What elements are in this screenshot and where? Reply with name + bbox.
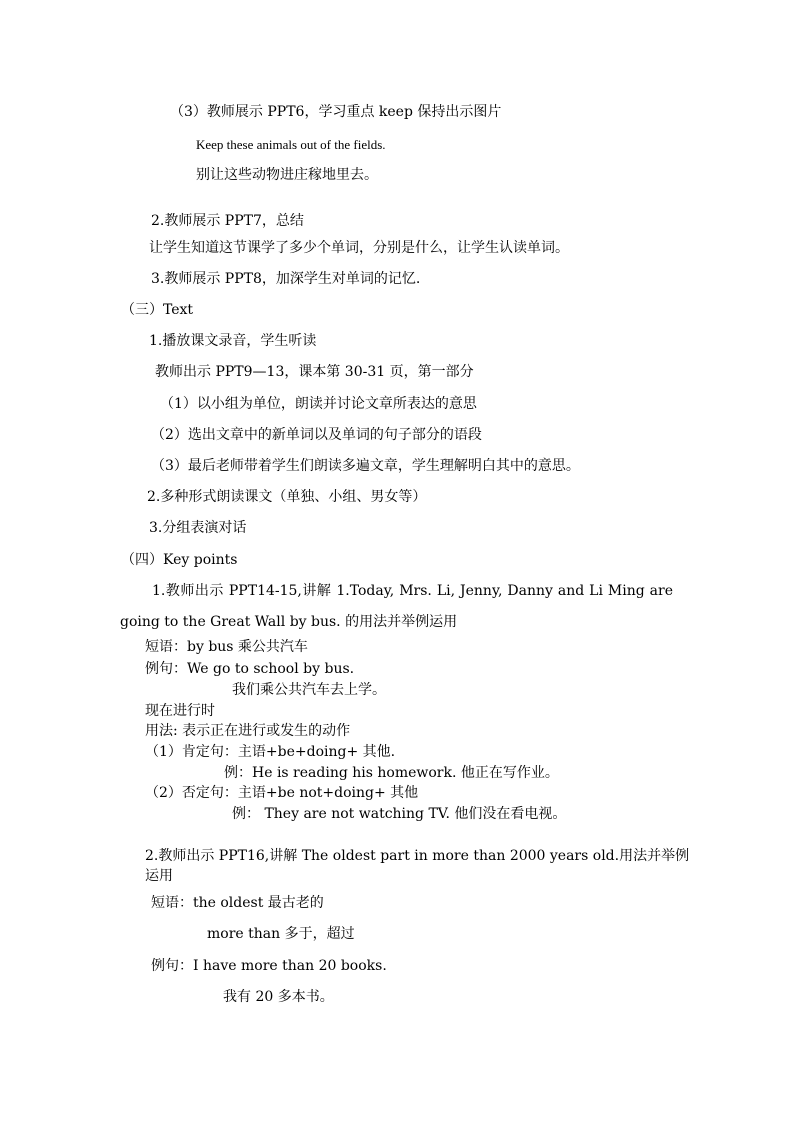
text-line: （3）教师展示 PPT6，学习重点 keep 保持出示图片 — [170, 104, 502, 120]
text-line: （2）选出文章中的新单词以及单词的句子部分的语段 — [151, 427, 482, 443]
example-translation: 我们乘公共汽车去上学。 — [232, 682, 386, 698]
example-translation: 我有 20 多本书。 — [223, 989, 334, 1005]
text-line: （2）否定句：主语+be not+doing+ 其他 — [145, 785, 419, 801]
text-line: 例句：I have more than 20 books. — [151, 958, 387, 974]
text-line: 教师出示 PPT9—13，课本第 30-31 页，第一部分 — [155, 364, 474, 380]
text-line: 运用 — [145, 868, 173, 884]
text-line: （1）肯定句：主语+be+doing+ 其他. — [145, 744, 396, 760]
text-line: 1.教师出示 PPT14-15,讲解 1.Today, Mrs. Li, Jenny, Danny and Li Ming are — [152, 583, 673, 599]
section-heading-text: （三）Text — [121, 302, 194, 318]
text-line: 2.教师出示 PPT16,讲解 The oldest part in more than 2000 years old.用法并举例 — [145, 848, 690, 864]
text-line: going to the Great Wall by bus. 的用法并举例运用 — [120, 614, 458, 630]
text-line: （3）最后老师带着学生们朗读多遍文章，学生理解明白其中的意思。 — [151, 458, 580, 474]
text-line: 例：He is reading his homework. 他正在写作业。 — [224, 765, 559, 781]
text-line: 2.教师展示 PPT7，总结 — [151, 213, 304, 229]
example-translation: 别让这些动物进庄稼地里去。 — [196, 167, 378, 183]
text-line: （1）以小组为单位，朗读并讨论文章所表达的意思 — [160, 396, 477, 412]
text-line: 让学生知道这节课学了多少个单词，分别是什么，让学生认读单词。 — [149, 240, 569, 256]
text-line: 3.分组表演对话 — [149, 520, 247, 536]
text-line: 用法: 表示正在进行或发生的动作 — [145, 723, 351, 739]
text-line: 例： They are not watching TV. 他们没在看电视。 — [232, 806, 567, 822]
text-line: 3.教师展示 PPT8，加深学生对单词的记忆. — [151, 271, 421, 287]
text-line: 短语：the oldest 最古老的 — [151, 895, 324, 911]
text-line: 2.多种形式朗读课文（单独、小组、男女等） — [147, 489, 427, 505]
text-line: 例句：We go to school by bus. — [145, 661, 355, 677]
example-sentence: Keep these animals out of the fields. — [196, 137, 386, 152]
text-line: 1.播放课文录音，学生听读 — [149, 333, 317, 349]
text-line: more than 多于，超过 — [207, 926, 355, 942]
text-line: 现在进行时 — [145, 703, 215, 719]
section-heading-key-points: （四）Key points — [121, 552, 238, 568]
text-line: 短语：by bus 乘公共汽车 — [145, 639, 308, 655]
